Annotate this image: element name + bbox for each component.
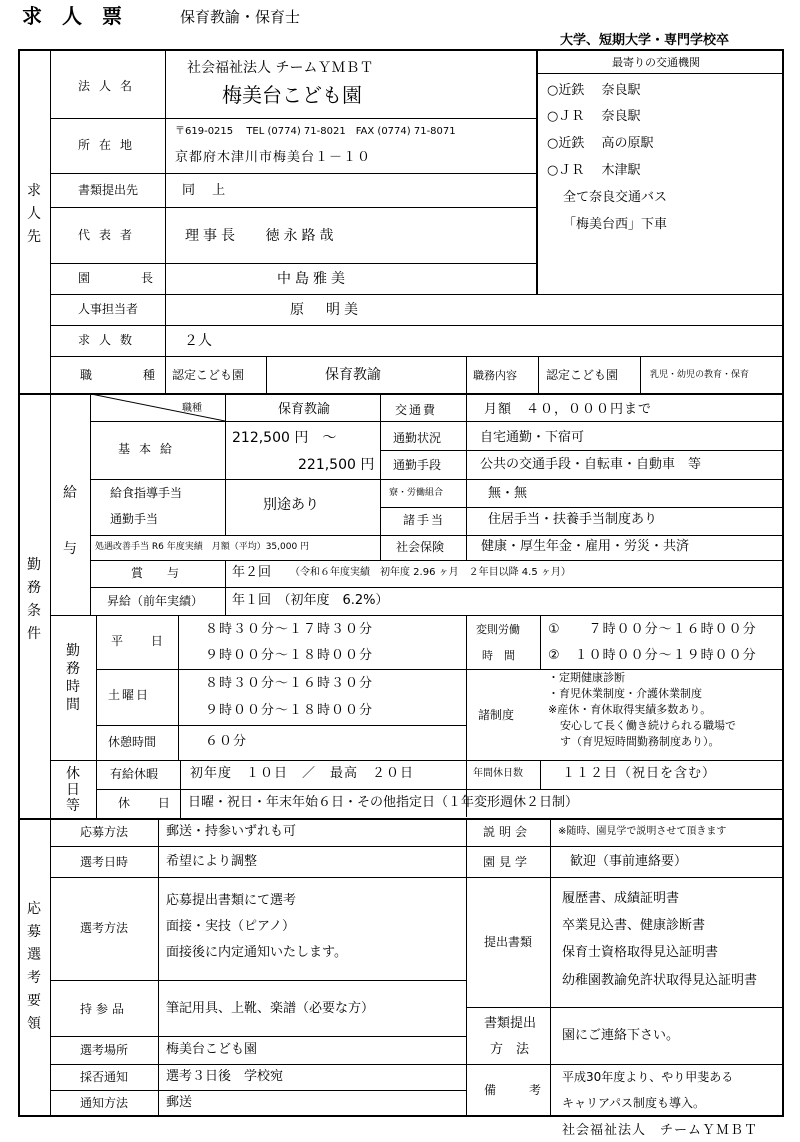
commute-method-label: 通勤手段	[393, 458, 442, 472]
address: 京都府木津川市梅美台１－１０	[175, 150, 372, 165]
weekday-hours-2: ９時００分～１８時００分	[205, 648, 374, 663]
school-name: 梅美台こども園	[222, 83, 362, 107]
base-salary-max: 221,500 円	[298, 457, 375, 473]
raise-label: 昇給（前年実績）	[107, 594, 204, 608]
transport-line: ○ＪＲ 奈良駅	[547, 109, 641, 124]
date-value: 希望により調整	[166, 854, 258, 869]
hr-value: 原 明美	[290, 302, 362, 318]
docs-label: 提出書類	[484, 935, 533, 949]
transport-line: ○ＪＲ 木津駅	[547, 163, 641, 178]
systems-line: ・定期健康診断	[548, 671, 625, 684]
insurance-value: 健康・厚生年金・雇用・労災・共済	[481, 539, 690, 554]
method-label: 応募方法	[80, 825, 129, 839]
result-label: 採否通知	[80, 1070, 129, 1084]
place-label: 選考場所	[80, 1043, 129, 1057]
paid-leave-value: 初年度 １０日 ／ 最高 ２０日	[190, 766, 415, 781]
docs-line: 卒業見込書、健康診断書	[562, 918, 706, 933]
systems-line: す（育児短時間勤務制度あり）。	[560, 735, 720, 748]
meal-allowance: 給食指導手当	[110, 486, 183, 500]
corp-name: 社会福祉法人 チームＹＭＢＴ	[187, 60, 374, 76]
target-schools: 大学、短期大学・専門学校卒	[560, 33, 730, 48]
briefing-label: 説明会	[483, 825, 532, 839]
corp-name-label: 法人名	[78, 79, 142, 93]
annual-holidays-value: １１２日（祝日を含む）	[562, 766, 717, 781]
docs-method-label: 書類提出	[484, 1016, 537, 1031]
place-value: 梅美台こども園	[166, 1042, 258, 1057]
selection-line: 面接後に内定通知いたします。	[166, 945, 347, 960]
weekday-hours-1: ８時３０分～１７時３０分	[205, 622, 374, 637]
break-label: 休憩時間	[108, 735, 157, 749]
visit-value: 歓迎（事前連絡要）	[570, 854, 688, 869]
raise-value: 年１回 （初年度 6.2%）	[232, 593, 389, 608]
docs-method-value: 園にご連絡下さい。	[562, 1028, 680, 1043]
diagonal-divider	[91, 394, 225, 421]
page-subtitle: 保育教諭・保育士	[180, 8, 301, 26]
director-value: 中島雅美	[277, 271, 349, 287]
section-label-conditions: 勤務条件	[27, 557, 41, 642]
job-type-value: 保育教諭	[278, 402, 331, 417]
job-school: 認定こども園	[172, 368, 245, 382]
transport-fee-label: 交通費	[395, 403, 438, 417]
saturday-hours-2: ９時００分～１８時００分	[205, 703, 374, 718]
systems-label: 諸制度	[478, 708, 515, 722]
remarks-label: 備 考	[484, 1083, 545, 1097]
duty-value: 乳児・幼児の教育・保育	[650, 370, 750, 380]
result-value: 選考３日後 学校宛	[166, 1069, 284, 1084]
selection-line: 応募提出書類にて選考	[166, 893, 297, 908]
commute-allowance: 通勤手当	[110, 512, 159, 526]
director-label: 園 長	[78, 271, 163, 285]
page-title: 求 人 票	[22, 4, 122, 28]
flex-hours-1: ① ７時００分～１６時００分	[548, 622, 757, 637]
docs-method-label: 方 法	[490, 1042, 530, 1057]
transport-line: ○近鉄 奈良駅	[547, 83, 641, 98]
docs-line: 幼稚園教諭免許状取得見込証明書	[562, 973, 758, 988]
separate-value: 別途あり	[263, 497, 319, 513]
remarks-line: 平成30年度より、やり甲斐ある	[562, 1070, 734, 1084]
allowances-value: 住居手当・扶養手当制度あり	[488, 512, 658, 527]
dorm-value: 無・無	[488, 486, 528, 501]
annual-holidays-label: 年間休日数	[473, 768, 523, 779]
transport-line: 全て奈良交通バス	[563, 190, 668, 205]
transport-line: 「梅美台西」下車	[563, 217, 668, 232]
insurance-label: 社会保険	[396, 540, 445, 554]
break-value: ６０分	[205, 734, 248, 749]
base-salary-label: 基本給	[118, 442, 182, 456]
systems-line: ※産休・育休取得実績多数あり。	[548, 703, 712, 716]
systems-line: 安心して長く働き続けられる職場で	[560, 719, 736, 732]
transport-line: ○近鉄 高の原駅	[547, 136, 654, 151]
commute-method-value: 公共の交通手段・自転車・自動車 等	[480, 457, 702, 472]
docs-line: 履歴書、成績証明書	[562, 891, 680, 906]
systems-line: ・育児休業制度・介護休業制度	[548, 687, 702, 700]
allowances-label: 諸手当	[403, 513, 446, 527]
count-label: 求人数	[78, 333, 142, 347]
flex-label: 変則労働	[476, 623, 520, 636]
submit-label: 書類提出先	[78, 183, 139, 197]
section-label-salary: 給与	[63, 485, 77, 557]
paid-leave-label: 有給休暇	[110, 767, 159, 781]
representative-value: 理事長 徳永路哉	[185, 228, 338, 244]
dorm-label: 寮・労働組合	[389, 488, 444, 498]
selection-label: 選考方法	[80, 921, 129, 935]
job-label: 職 種	[80, 368, 165, 382]
duty-school: 認定こども園	[546, 368, 619, 382]
count-value: ２人	[184, 333, 212, 349]
bonus-note: （令和６年度実績 初年度 2.96 ヶ月 ２年目以降 4.5 ヶ月）	[290, 567, 571, 578]
duty-label: 職務内容	[473, 369, 517, 382]
section-label-application: 応募選考要領	[27, 901, 41, 1032]
selection-line: 面接・実技（ピアノ）	[166, 919, 295, 934]
flex-hours-2: ② １０時００分～１９時００分	[548, 648, 757, 663]
representative-label: 代表者	[78, 228, 142, 242]
bonus-value: 年２回	[232, 565, 272, 580]
address-contact: 〒619-0215 TEL (0774) 71-8021 FAX (0774) 71-8071	[175, 126, 456, 137]
address-label: 所在地	[78, 138, 142, 152]
saturday-hours-1: ８時３０分～１６時３０分	[205, 676, 374, 691]
date-label: 選考日時	[80, 855, 129, 869]
notify-label: 通知方法	[80, 1096, 129, 1110]
remarks-line: キャリアパス制度も導入。	[562, 1096, 706, 1110]
holidays-value: 日曜・祝日・年末年始６日・その他指定日（１年変形週休２日制）	[188, 795, 579, 810]
items-value: 筆記用具、上靴、楽譜（必要な方）	[166, 1001, 375, 1016]
base-salary-min: 212,500 円 ～	[232, 430, 337, 446]
holidays-label: 休 日	[118, 796, 174, 810]
items-label: 持参品	[80, 1002, 129, 1016]
section-label-work-hours: 勤務時間	[66, 643, 80, 713]
method-value: 郵送・持参いずれも可	[166, 824, 297, 839]
saturday-label: 土曜日	[108, 688, 151, 702]
docs-line: 保育士資格取得見込証明書	[562, 945, 719, 960]
bonus-label: 賞 与	[131, 566, 180, 580]
transport-fee-value: 月額 ４０，０００円まで	[484, 402, 653, 417]
job-title: 保育教諭	[325, 367, 381, 383]
section-label-employer: 求人先	[27, 183, 41, 245]
improvement-allowance: 処遇改善手当 R6 年度実績 月額（平均）35,000 円	[95, 542, 310, 552]
job-type-header: 職種	[182, 403, 202, 414]
footer-org: 社会福祉法人 チームＹＭＢＴ	[562, 1123, 759, 1138]
commute-status-label: 通勤状況	[393, 431, 442, 445]
section-label-holidays: 休日等	[66, 766, 80, 814]
visit-label: 園見学	[483, 855, 532, 869]
transport-header: 最寄りの交通機関	[612, 56, 700, 69]
commute-status-value: 自宅通勤・下宿可	[480, 430, 585, 445]
flex-label: 時 間	[482, 649, 515, 662]
hr-label: 人事担当者	[78, 302, 139, 316]
notify-value: 郵送	[166, 1095, 193, 1110]
briefing-value: ※随時、園見学で説明させて頂きます	[558, 826, 727, 837]
weekday-label: 平 日	[111, 634, 167, 648]
submit-value: 同 上	[182, 183, 226, 198]
